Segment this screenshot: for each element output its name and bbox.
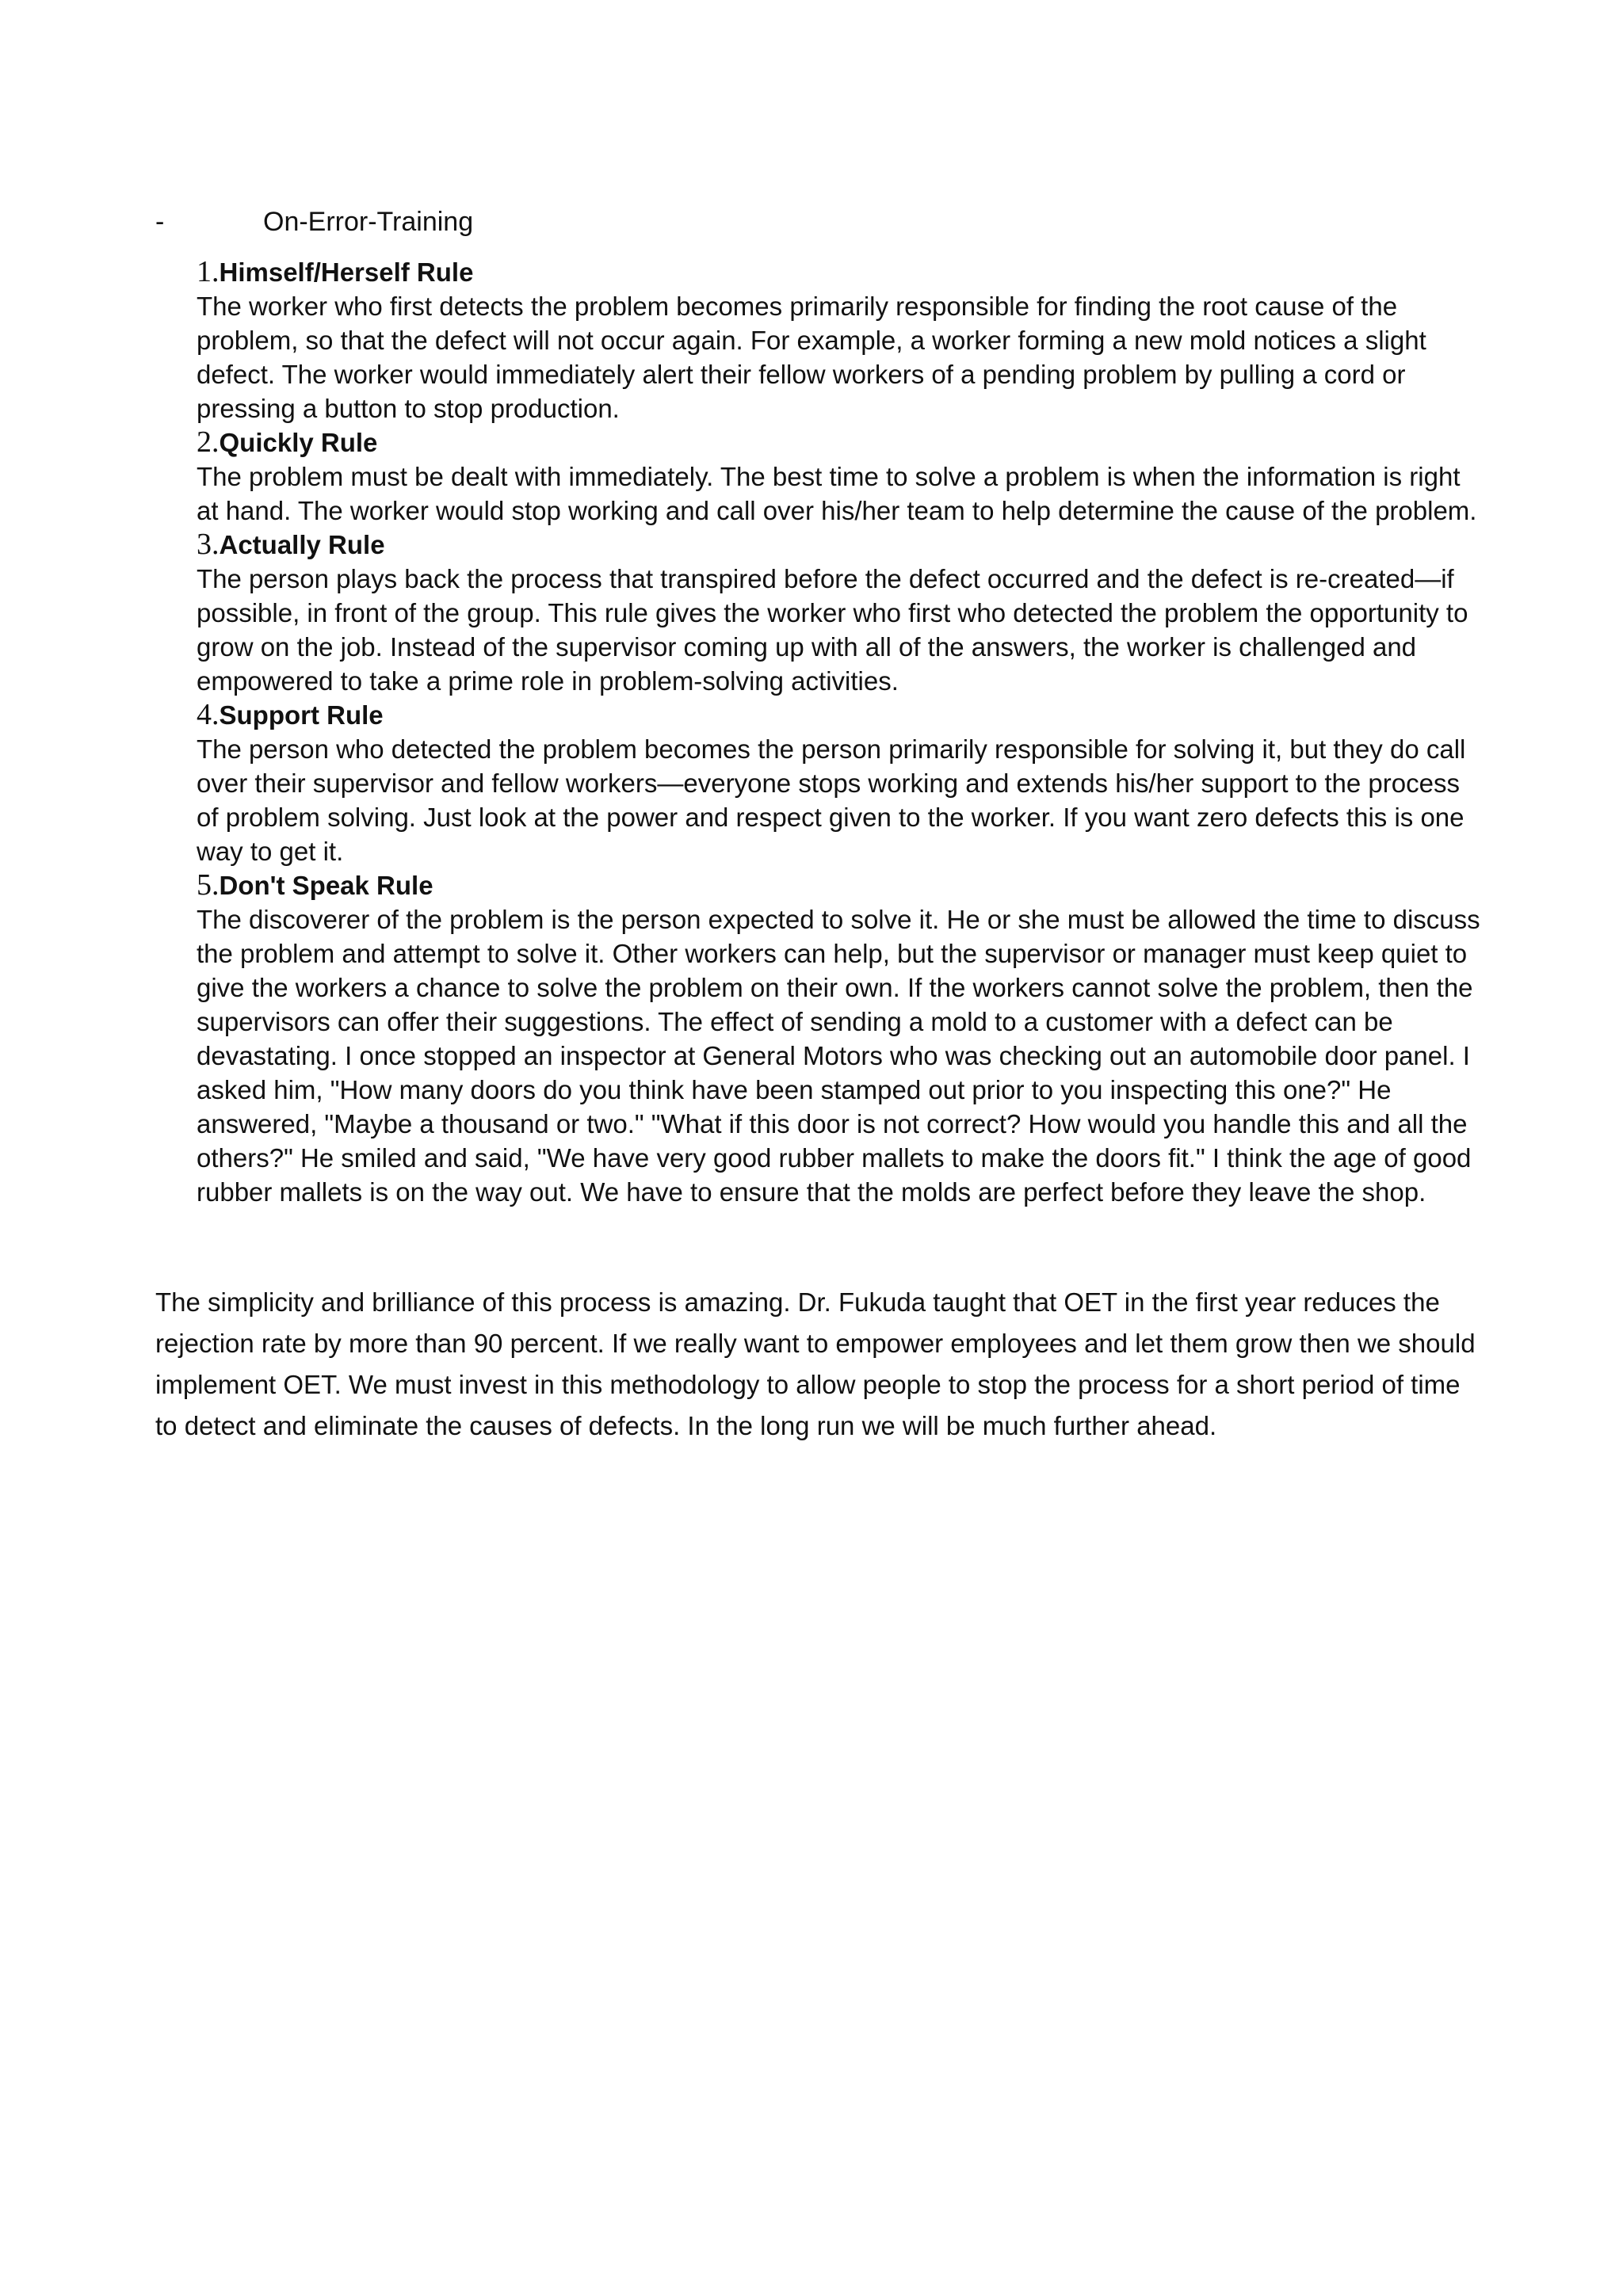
bullet-dash: -: [155, 207, 165, 237]
rule-body: The person who detected the problem becomes the person primarily responsible for solving it, but they do call over their supervisor and fellow workers—everyone stops working and extends his/her support to the process of problem solving. Just look at the power and respect given to the worker. If you want zero defects this is one way to get it.: [197, 734, 1466, 866]
rule-body: The problem must be dealt with immediately. The best time to solve a problem is when the information is right at hand. The worker would stop working and call over his/her team to help determine the cause of the problem.: [197, 462, 1477, 525]
rule-title: Don't Speak Rule: [219, 871, 433, 900]
closing-paragraph: The simplicity and brilliance of this process is amazing. Dr. Fukuda taught that OET in the first year reduces the rejection rate by more than 90 percent. If we really want to empower employees and let them grow then we should implement OET. We must invest in this methodology to allow people to stop the process for a short period of time to detect and eliminate the causes of defects. In the long run we will be much further ahead.: [155, 1287, 1476, 1440]
rule-item: [197, 868, 1480, 1209]
section-bullet: [155, 204, 1503, 239]
rule-title: Himself/Herself Rule: [219, 257, 474, 287]
rule-item: [197, 425, 1480, 528]
rule-body: The discoverer of the problem is the person expected to solve it. He or she must be allowed the time to discuss the problem and attempt to solve it. Other workers can help, but the supervisor or manager must keep quiet to give the workers a chance to solve the problem on their own. If the workers cannot solve the problem, then the supervisors can offer their suggestions. The effect of sending a mold to a customer with a defect can be devastating. I once stopped an inspector at General Motors who was checking out an automobile door panel. I asked him, "How many doors do you think have been stamped out prior to you inspecting this one?" He answered, "Maybe a thousand or two." "What if this door is not correct? How would you handle this and all the others?" He smiled and said, "We have very good rubber mallets to make the doors fit." I think the age of good rubber mallets is on the way out. We have to ensure that the molds are perfect before they leave the shop.: [197, 905, 1480, 1207]
rule-number: 3.: [197, 528, 220, 561]
rule-number: 2.: [197, 425, 220, 459]
rule-number: 1.: [197, 255, 220, 288]
rule-title: Actually Rule: [219, 530, 385, 559]
rule-body: The worker who first detects the problem becomes primarily responsible for finding the root cause of the problem, so that the defect will not occur again. For example, a worker forming a new mold notices a slight defect. The worker would immediately alert their fellow workers of a pending problem by pulling a cord or pressing a button to stop production.: [197, 292, 1426, 423]
rule-item: [197, 528, 1480, 698]
rule-title: Quickly Rule: [219, 428, 378, 457]
rule-heading: [197, 255, 1480, 289]
rule-body: The person plays back the process that transpired before the defect occurred and the defect is re-created—if possible, in front of the group. This rule gives the worker who first who detected the problem the opportunity to grow on the job. Instead of the supervisor coming up with all of the answers, the worker is challenged and empowered to take a prime role in problem-solving activities.: [197, 564, 1468, 696]
rule-heading: [197, 425, 1480, 460]
rule-heading: [197, 868, 1480, 902]
rule-heading: [197, 528, 1480, 562]
rule-number: 5.: [197, 868, 220, 902]
rule-number: 4.: [197, 698, 220, 731]
section-title: On-Error-Training: [263, 207, 474, 237]
rules-list: [197, 255, 1480, 1209]
rule-heading: [197, 698, 1480, 732]
rule-item: [197, 698, 1480, 868]
rule-item: [197, 255, 1480, 425]
rule-title: Support Rule: [219, 700, 384, 730]
